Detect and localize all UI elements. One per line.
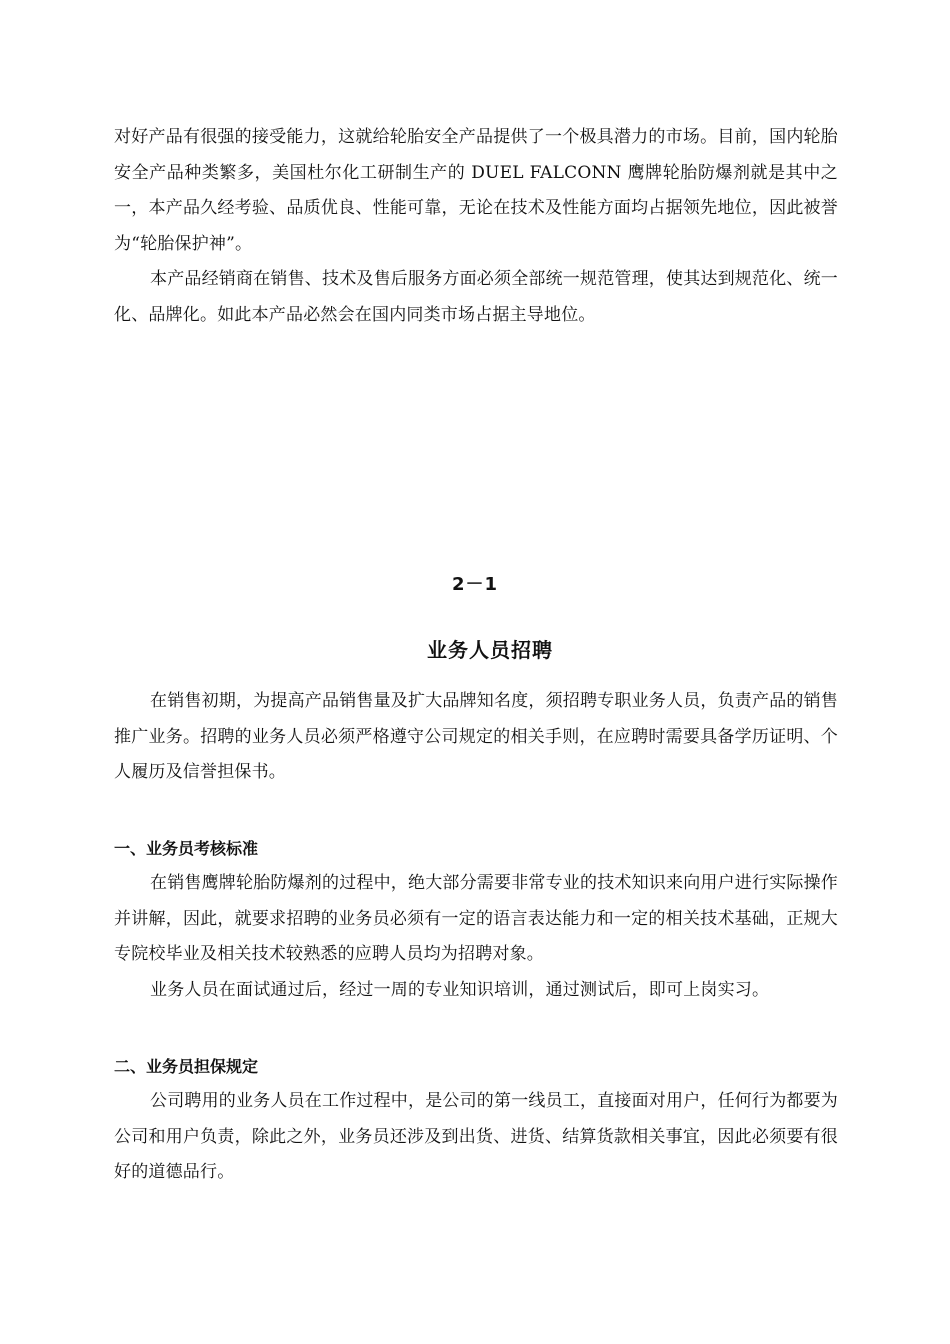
subsection-2-paragraph-1: 公司聘用的业务人员在工作过程中，是公司的第一线员工，直接面对用户，任何行为都要为公司和用户负责，除此之外，业务员还涉及到出货、进货、结算货款相关事宜，因此必须要有很好的道德品行。 (114, 1091, 838, 1182)
section-title: 业务人员招聘 (427, 638, 553, 662)
section-intro-text (114, 684, 838, 791)
subsection-2-heading: 二、业务员担保规定 (114, 1057, 259, 1076)
subsection-2-text (114, 1084, 838, 1191)
intro-text (114, 120, 838, 333)
subsection-1-paragraph-2: 业务人员在面试通过后，经过一周的专业知识培训，通过测试后，即可上岗实习。 (150, 979, 770, 1000)
subsection-1-heading: 一、业务员考核标准 (114, 839, 259, 858)
subsection-1-text (114, 866, 838, 1008)
intro-paragraph-2: 本产品经销商在销售、技术及售后服务方面必须全部统一规范管理，使其达到规范化、统一化、品牌化。如此本产品必然会在国内同类市场占据主导地位。 (114, 269, 838, 325)
section-number: 2－1 (451, 574, 499, 595)
subsection-1-paragraph-1: 在销售鹰牌轮胎防爆剂的过程中，绝大部分需要非常专业的技术知识来向用户进行实际操作并讲解，因此，就要求招聘的业务员必须有一定的语言表达能力和一定的相关技术基础，正规大专院校毕业及相关技术较熟悉的应聘人员均为招聘对象。 (114, 873, 838, 964)
intro-paragraph-1: 对好产品有很强的接受能力，这就给轮胎安全产品提供了一个极具潜力的市场。目前，国内轮胎安全产品种类繁多，美国杜尔化工研制生产的 DUEL FALCONN 鹰牌轮胎防爆剂就是其中之一，本产品久经考验、品质优良、性能可靠，无论在技术及性能方面均占据领先地位，因此被誉为“轮胎保护神”。 (114, 127, 838, 254)
section-intro-paragraph: 在销售初期，为提高产品销售量及扩大品牌知名度，须招聘专职业务人员，负责产品的销售推广业务。招聘的业务人员必须严格遵守公司规定的相关手则，在应聘时需要具备学历证明、个人履历及信誉担保书。 (114, 691, 838, 782)
